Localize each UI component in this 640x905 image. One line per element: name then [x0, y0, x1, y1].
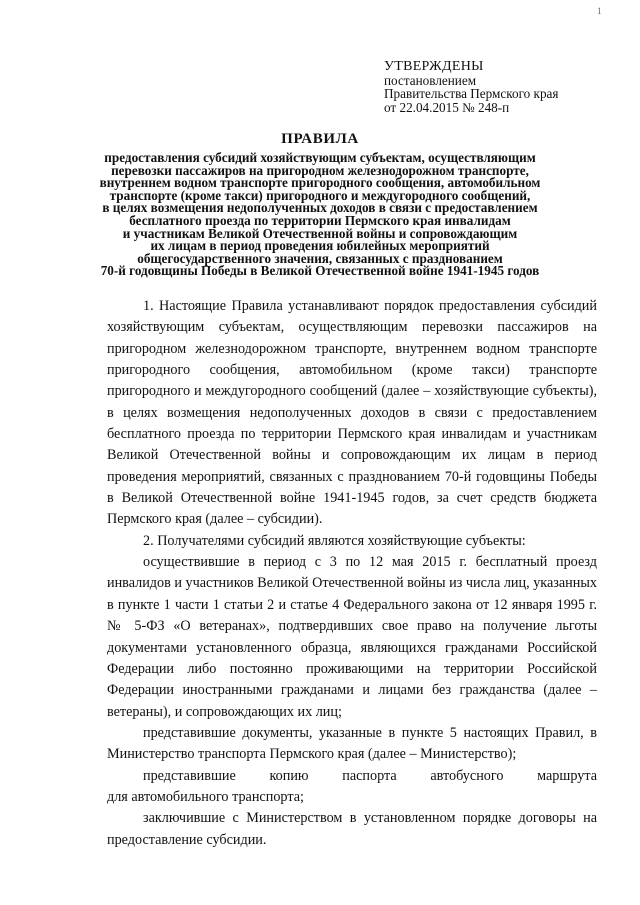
- subtitle-line: транспорте (кроме такси) пригородного и междугородного сообщений,: [109, 187, 531, 203]
- document-subtitle: [70, 152, 570, 278]
- paragraph-2-item-3-cont: для автомобильного транспорта;: [107, 788, 304, 805]
- approval-title: УТВЕРЖДЕНЫ: [384, 59, 484, 74]
- paragraph-2-item-4: заключившие с Министерством в установленном порядке договоры на предоставление субсидии.: [107, 810, 597, 848]
- paragraph-2-item-1: осуществившие в период с 3 по 12 мая 2015 г. бесплатный проезд инвалидов и участников Великой Отечественной войны из числа лиц, указанных в пункте 1 части 1 статьи 2 и статье 4 Федерального закона от 12 января 1995 г. № 5-ФЗ «О ветеранах», подтвердивших свое право на получение льготы документами установленного образца, являющихся гражданами Российской Федерации либо постоянно проживающими на территории Российской Федерации иностранными гражданами и лицами без гражданства (далее – ветераны), и сопровождающих их лиц;: [107, 554, 597, 720]
- approval-line-2: Правительства Пермского края: [384, 86, 559, 101]
- subtitle-line: 70-й годовщины Победы в Великой Отечественной войне 1941-1945 годов: [100, 263, 540, 279]
- paragraph-2-item-2: представившие документы, указанные в пункте 5 настоящих Правил, в Министерство транспорта Пермского края (далее – Министерство);: [107, 724, 597, 763]
- subtitle-line: их лицам в период проведения юбилейных мероприятий: [150, 238, 490, 254]
- subtitle-line: общегосударственного значения, связанных с празднованием: [137, 250, 503, 266]
- subtitle-line: внутреннем водном транспорте пригородного сообщения, автомобильном: [99, 175, 541, 191]
- approval-line-1: постановлением: [384, 72, 477, 88]
- subtitle-line: и участникам Великой Отечественной войны и сопровождающим: [122, 225, 518, 241]
- subtitle-line: бесплатного проезда по территории Пермского края инвалидам: [129, 212, 511, 228]
- paragraph-1: 1. Настоящие Правила устанавливают порядок предоставления субсидий хозяйствующим субъектам, осуществляющим перевозки пассажиров на пригородном железнодорожном транспорте, внутреннем водном транспорте пригородного сообщения, автомобильном (кроме такси) транспорте пригородного и междугородного сообщений (далее – хозяйствующие субъекты), в целях возмещения недополученных доходов в связи с предоставлением бесплатного проезда по территории Пермского края инвалидам и участникам Великой Отечественной войны и сопровождающим их лицам в период проведения мероприятий, связанных с празднованием 70-й годовщины Победы в Великой Отечественной войне 1941-1945 годов, за счет средств бюджета Пермского края (далее – субсидии).: [107, 298, 597, 528]
- corner-mark: 1: [597, 6, 602, 16]
- document-body: [107, 296, 597, 851]
- paragraph-2-item-3: представившие копию паспорта автобусного маршрута: [143, 767, 597, 784]
- approval-block: [384, 60, 624, 114]
- document-title: ПРАВИЛА: [281, 131, 359, 147]
- subtitle-line: перевозки пассажиров на пригородном железнодорожном транспорте,: [111, 162, 529, 178]
- subtitle-line: в целях возмещения недополученных доходов в связи с предоставлением: [102, 200, 538, 216]
- approval-line-3: от 22.04.2015 № 248-п: [384, 99, 510, 115]
- subtitle-line: предоставления субсидий хозяйствующим субъектам, осуществляющим: [104, 150, 536, 165]
- paragraph-2: 2. Получателями субсидий являются хозяйствующие субъекты:: [143, 532, 526, 549]
